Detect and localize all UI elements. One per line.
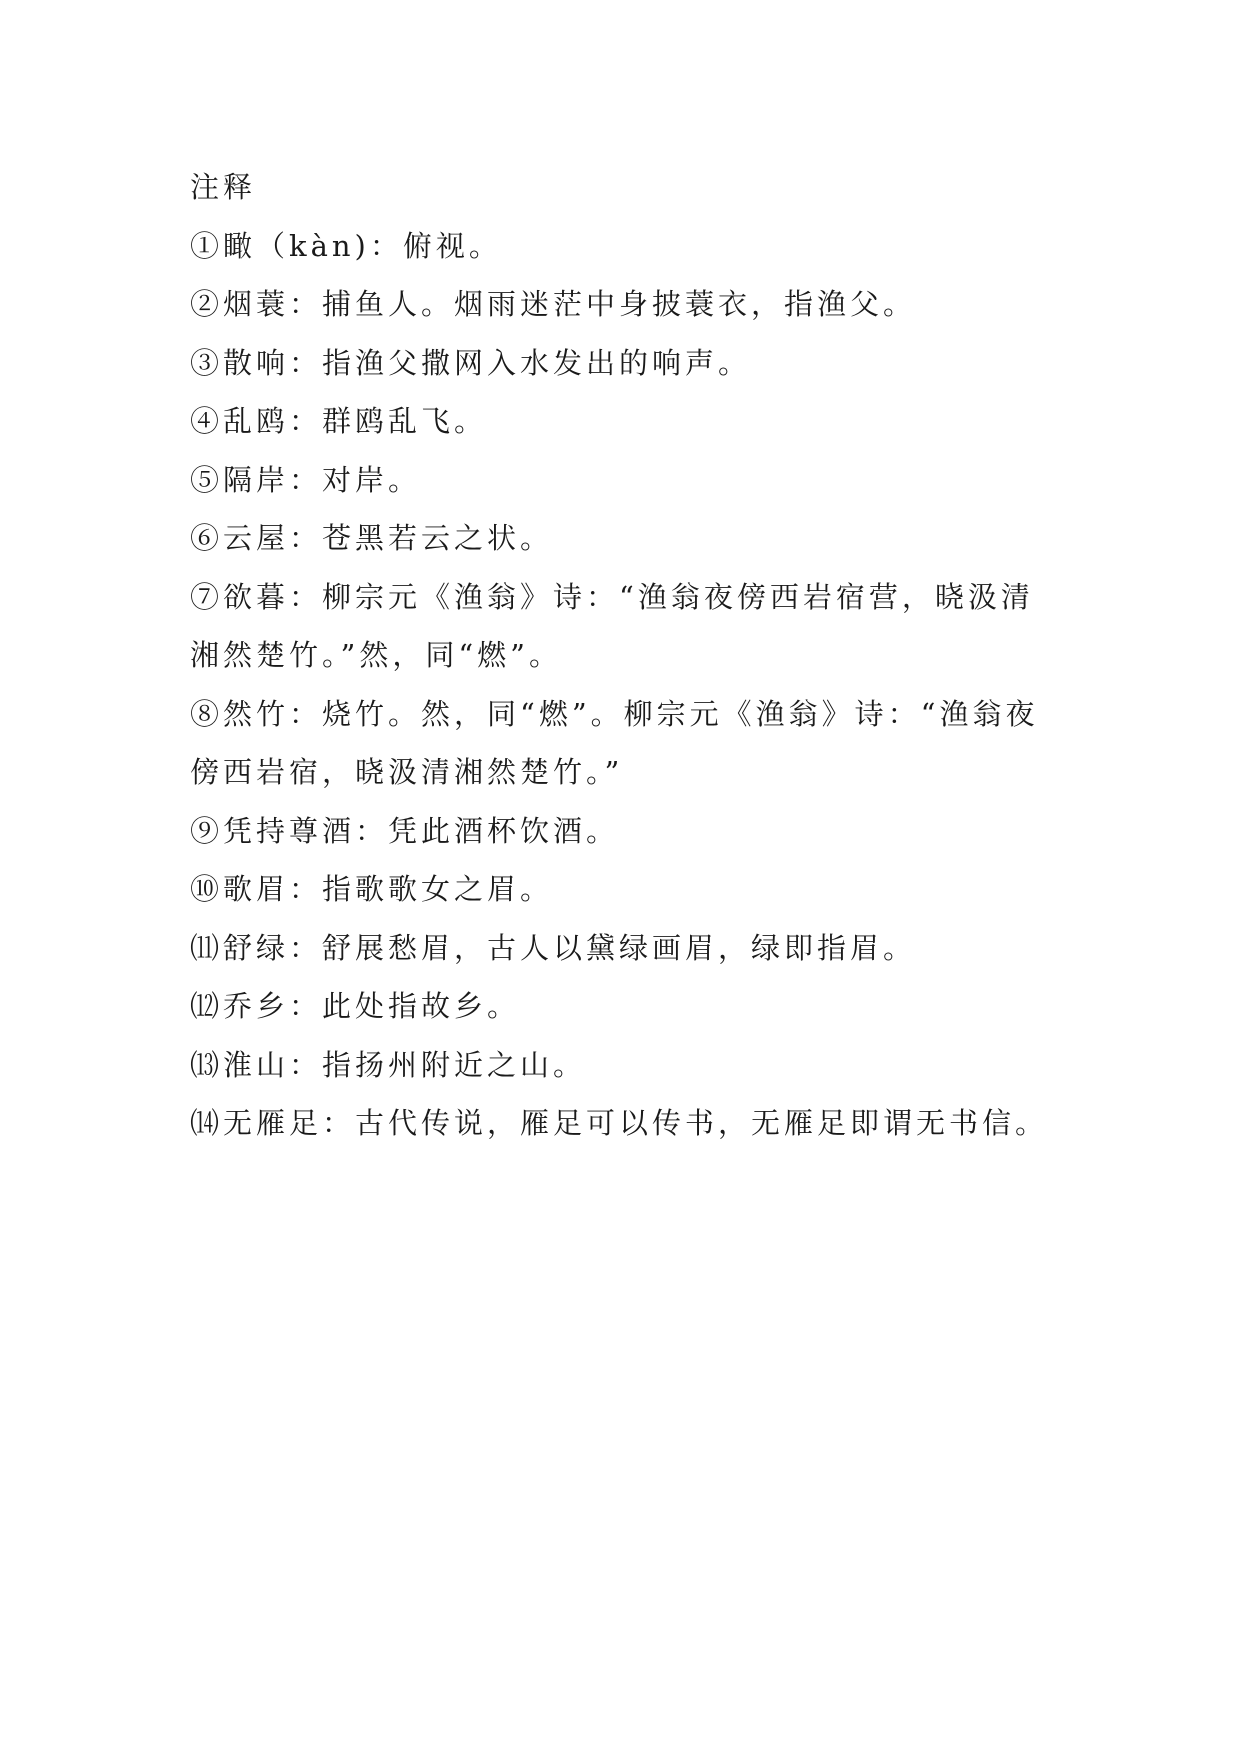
annotation-line-1: ①瞰（kàn)：俯视。 bbox=[190, 228, 502, 263]
annotation-line-12: ⑿乔乡：此处指故乡。 bbox=[190, 989, 521, 1023]
annotation-line-13: ⒀淮山：指扬州附近之山。 bbox=[190, 1047, 587, 1082]
annotation-block bbox=[190, 158, 1090, 1153]
annotation-line-9: ⑨凭持尊酒：凭此酒杯饮酒。 bbox=[190, 813, 620, 848]
annotation-line-6: ⑥云屋：苍黑若云之状。 bbox=[190, 521, 554, 555]
annotation-line-3: ③散响：指渔父撒网入水发出的响声。 bbox=[190, 345, 752, 380]
annotation-line-2: ②烟蓑：捕鱼人。烟雨迷茫中身披蓑衣，指渔父。 bbox=[190, 287, 917, 321]
annotation-line-8-cont: 傍西岩宿，晓汲清湘然楚竹。” bbox=[190, 755, 624, 789]
annotation-line-7-cont: 湘然楚竹。”然，同“燃”。 bbox=[190, 638, 562, 672]
annotation-line-11: ⑾舒绿：舒展愁眉，古人以黛绿画眉，绿即指眉。 bbox=[190, 930, 917, 965]
annotation-line-4: ④乱鸥：群鸥乱飞。 bbox=[190, 404, 488, 438]
annotation-line-10: ⑩歌眉：指歌歌女之眉。 bbox=[190, 872, 554, 906]
annotation-line-5: ⑤隔岸：对岸。 bbox=[190, 462, 422, 497]
annotation-heading: 注释 bbox=[190, 170, 257, 204]
annotation-line-7: ⑦欲暮：柳宗元《渔翁》诗：“渔翁夜傍西岩宿营，晓汲清 bbox=[190, 579, 1034, 614]
annotation-line-8: ⑧然竹：烧竹。然，同“燃”。柳宗元《渔翁》诗：“渔翁夜 bbox=[190, 696, 1039, 731]
annotation-line-14: ⒁无雁足：古代传说，雁足可以传书，无雁足即谓无书信。 bbox=[190, 1106, 1049, 1140]
